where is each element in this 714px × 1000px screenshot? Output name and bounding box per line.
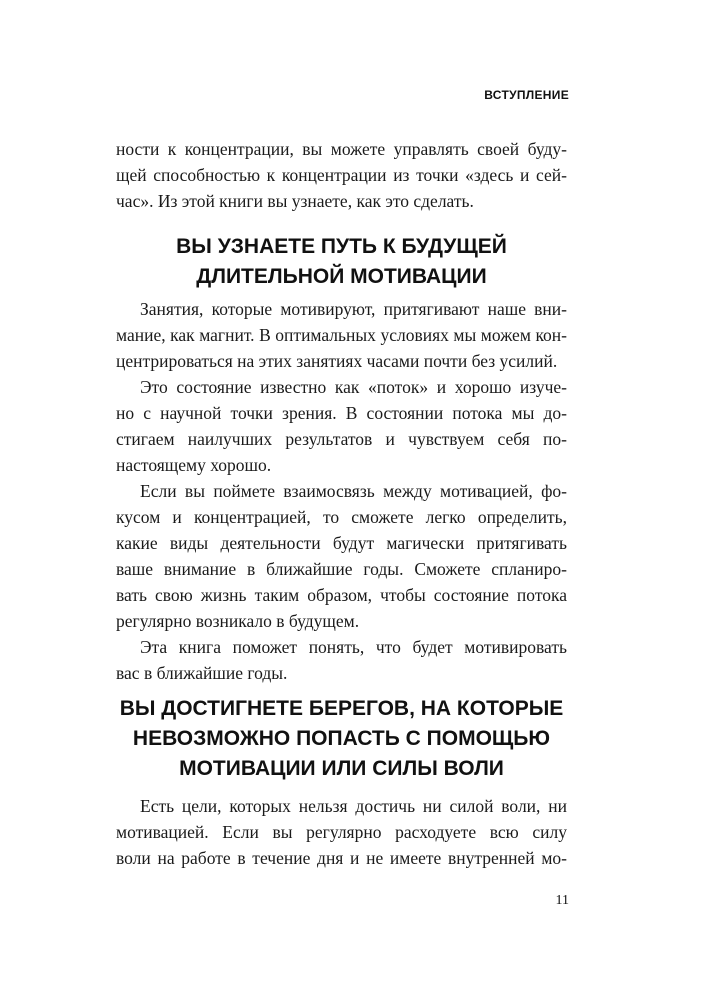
text-line: Есть цели, которых нельзя достичь ни силой воли, ни	[140, 796, 567, 816]
text-line: ности к концентрации, вы можете управлять своей буду-	[116, 139, 567, 159]
text-line: мотивацией. Если вы регулярно расходуете всю силу	[116, 822, 567, 842]
text-line: вать свою жизнь таким образом, чтобы состояние потока	[116, 585, 567, 605]
text-line: мание, как магнит. В оптимальных условиях мы можем кон-	[116, 325, 567, 345]
intro-paragraph	[116, 136, 567, 214]
running-head: ВСТУПЛЕНИЕ	[484, 88, 569, 102]
paragraph	[116, 634, 567, 686]
page-number: 11	[555, 893, 569, 908]
text-line: но с научной точки зрения. В состоянии потока мы до-	[116, 403, 567, 423]
text-line: Если вы поймете взаимосвязь между мотивацией, фо-	[140, 481, 567, 501]
section-heading-2	[116, 694, 567, 784]
heading-line: ВЫ ДОСТИГНЕТЕ БЕРЕГОВ, НА КОТОРЫЕ	[119, 697, 564, 720]
paragraph	[116, 478, 567, 634]
text-line: какие виды деятельности будут магически притягивать	[116, 533, 567, 553]
paragraph	[116, 793, 567, 871]
section-1-body	[116, 296, 567, 686]
paragraph	[116, 296, 567, 374]
text-line: час». Из этой книги вы узнаете, как это сделать.	[116, 191, 474, 211]
text-line: щей способностью к концентрации из точки «здесь и сей-	[116, 165, 567, 185]
text-line: кусом и концентрацией, то сможете легко определить,	[116, 507, 567, 527]
heading-line: МОТИВАЦИИ ИЛИ СИЛЫ ВОЛИ	[179, 757, 504, 780]
text-line: регулярно возникало в будущем.	[116, 611, 360, 631]
text-line: Занятия, которые мотивируют, притягивают наше вни-	[140, 299, 567, 319]
text-line: вас в ближайшие годы.	[116, 663, 288, 683]
heading-line: ДЛИТЕЛЬНОЙ МОТИВАЦИИ	[196, 265, 487, 288]
section-2-body	[116, 793, 567, 871]
text-line: Эта книга поможет понять, что будет мотивировать	[140, 637, 567, 657]
text-line: настоящему хорошо.	[116, 455, 272, 475]
text-line: ваше внимание в ближайшие годы. Сможете спланиро-	[116, 559, 567, 579]
heading-line: НЕВОЗМОЖНО ПОПАСТЬ С ПОМОЩЬЮ	[132, 727, 551, 750]
text-line: Это состояние известно как «поток» и хорошо изуче-	[140, 377, 567, 397]
text-line: стигаем наилучших результатов и чувствуем себя по-	[116, 429, 567, 449]
heading-line: ВЫ УЗНАЕТЕ ПУТЬ К БУДУЩЕЙ	[176, 235, 507, 258]
paragraph	[116, 374, 567, 478]
text-line: центрироваться на этих занятиях часами почти без усилий.	[116, 351, 558, 371]
text-line: воли на работе в течение дня и не имеете внутренней мо-	[116, 848, 567, 868]
section-heading-1	[116, 232, 567, 292]
